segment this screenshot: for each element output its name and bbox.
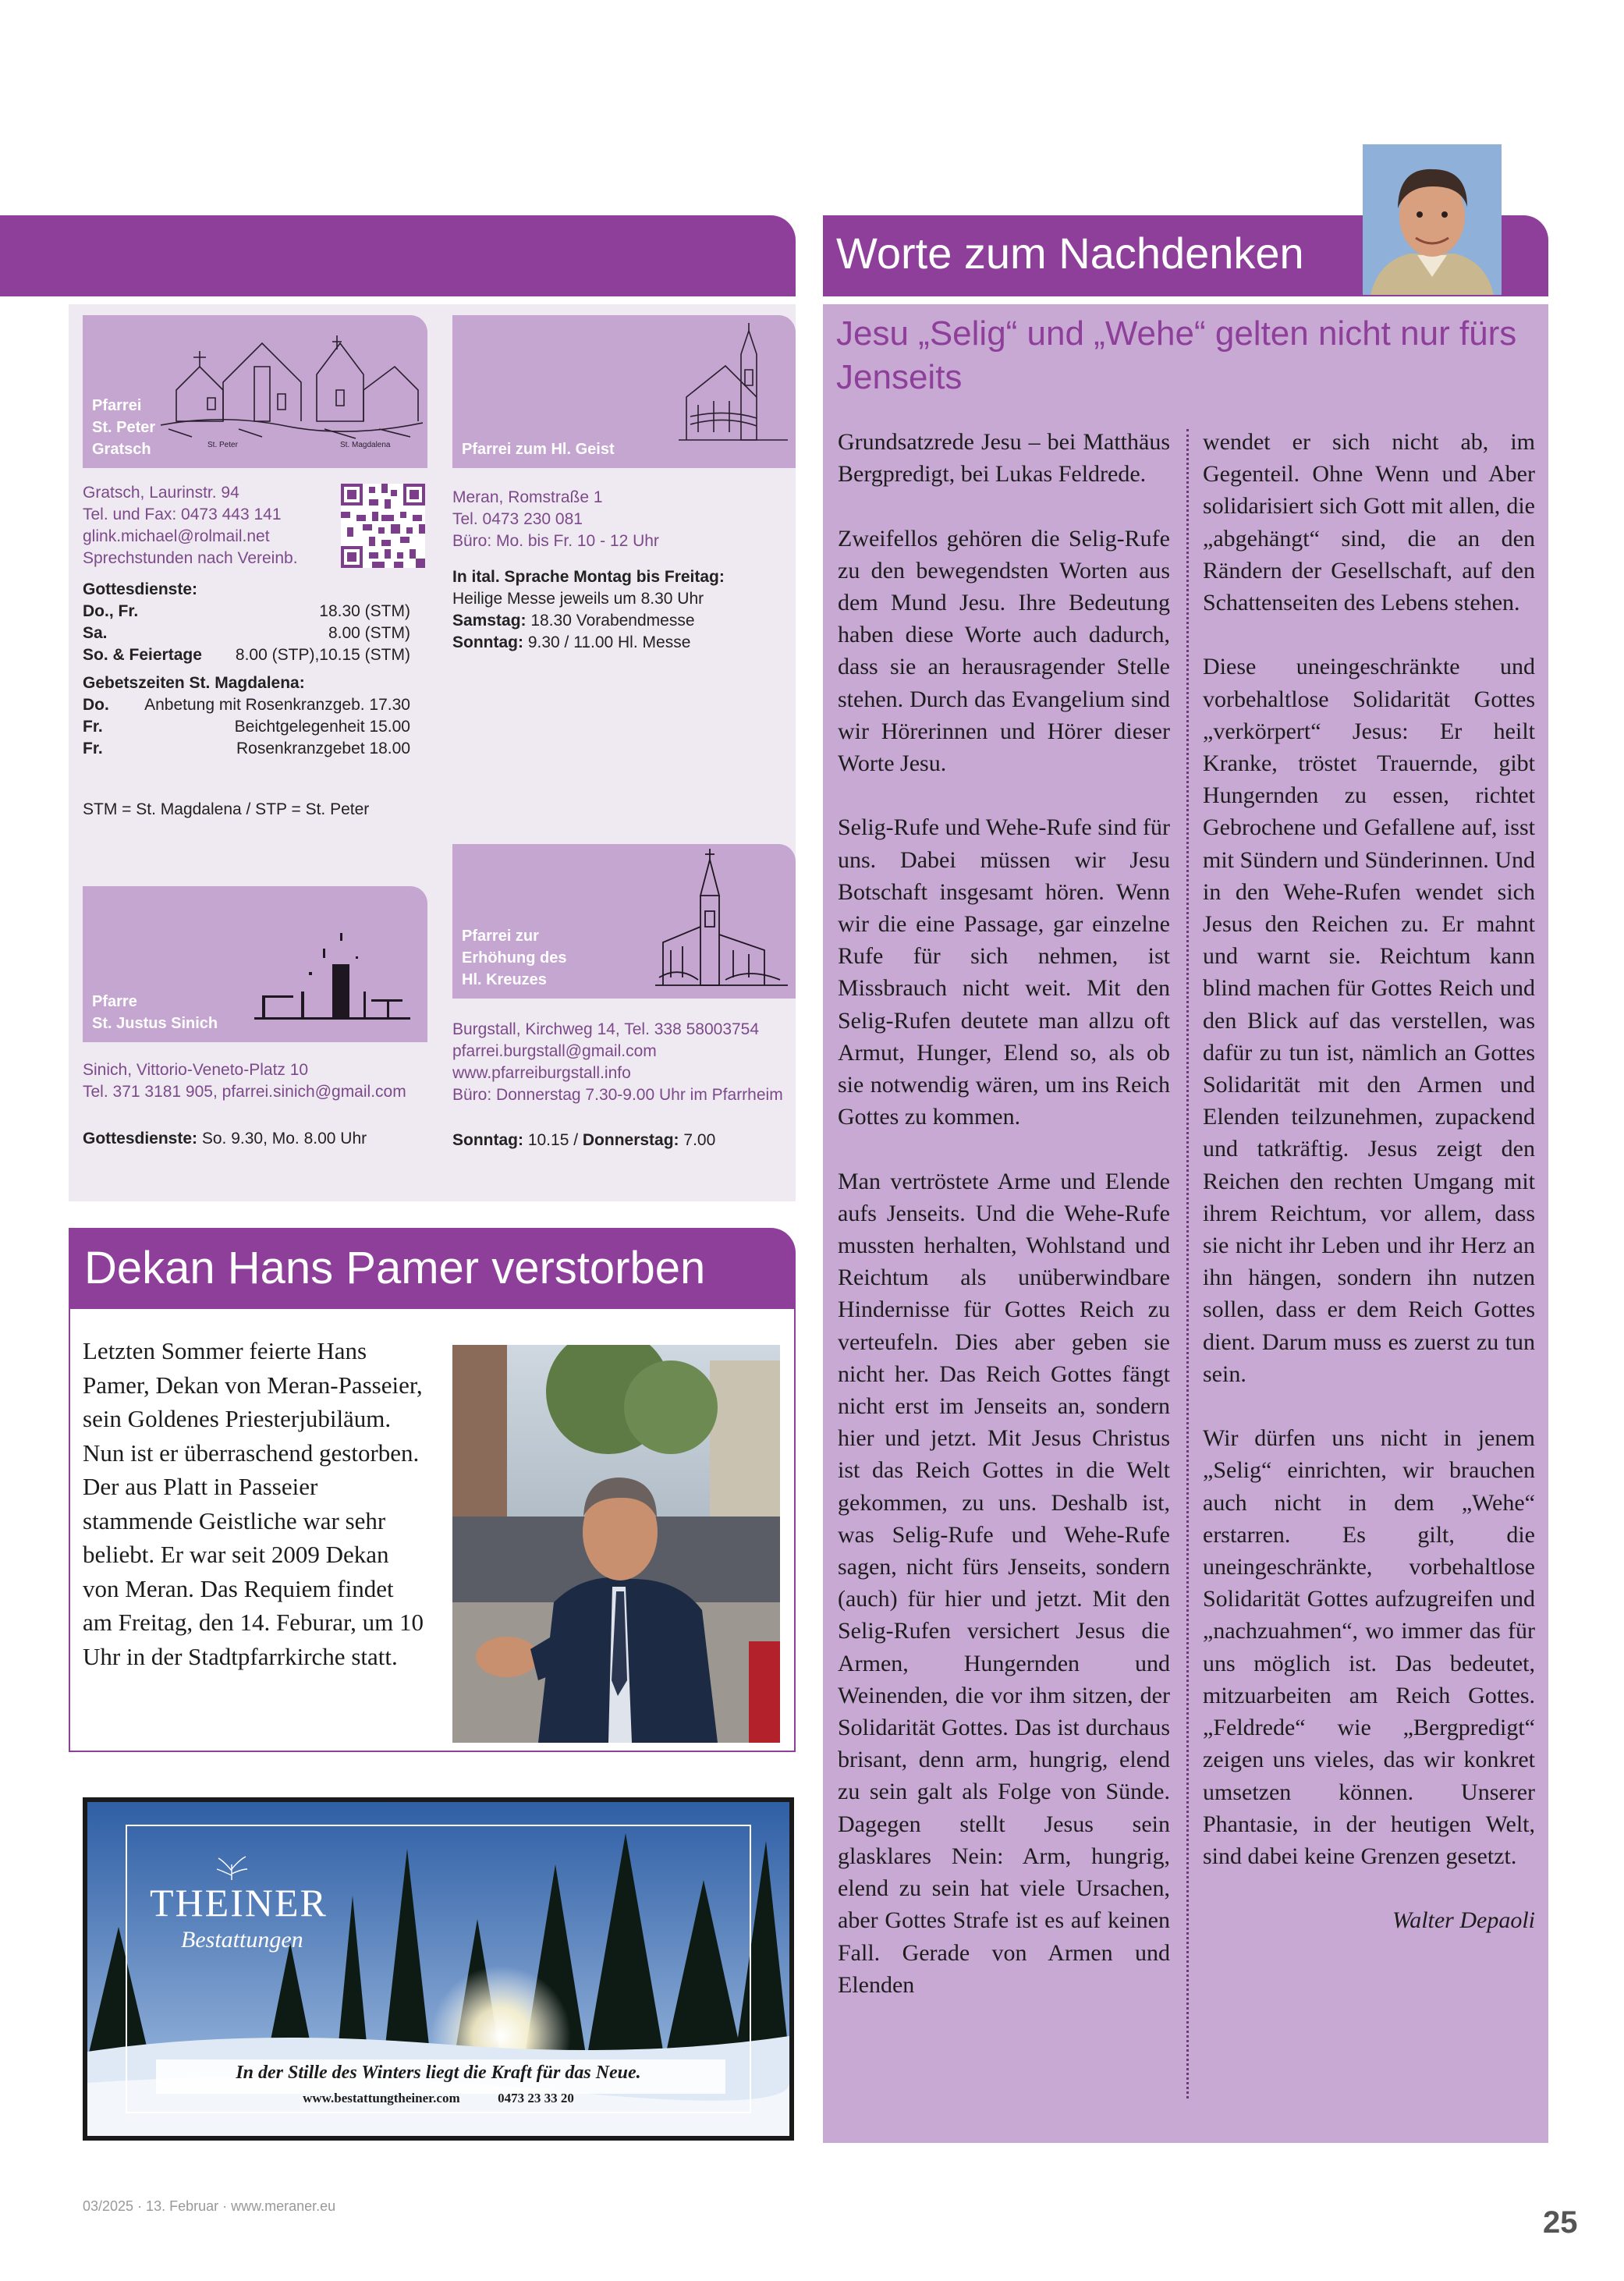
parish-address: Sinich, Vittorio-Veneto-Platz 10 Tel. 371 3181 905, pfarrei.sinich@gmail.com bbox=[83, 1061, 406, 1101]
paragraph: Diese uneingeschränkte und vorbehaltlose Solidarität Gottes „verkörpert“ Jesus: Er heilt Kranke, tröstet Trauernde, gibt Hungernden zu essen, richtet Gebrochene und Gefallene auf, isst mit Sündern und Sünderinnen. Und in den Wehe-Rufen wendet sich Jesus den Reichen zu. Er mahnt und warnt sie. Reichtum kann blind machen für Gottes Reich und den Blick auf das verstellen, was dafür zu tun ist, nämlich an Gottes Solidarität mit den Armen und Elenden teilzunehmen, zupackend und tatkräftig. Jesus zeigt den Reichen den rechten Umgang mit ihrem Reichtum, vor allem, dass sie nicht ihr Leben und ihr Herz an ihn hängen, sondern ihn nutzen sollen, dass er dem Reich Gottes dient. Darum muss es zuerst zu tun sein. bbox=[1203, 654, 1535, 1387]
parish-header-burgstall bbox=[452, 844, 796, 999]
church-sketch-icon bbox=[679, 323, 788, 456]
column-divider bbox=[1186, 429, 1189, 2098]
article-subtitle: Jesu „Selig“ und „Wehe“ gelten nicht nur fürs Jenseits bbox=[836, 314, 1517, 396]
svg-text:St. Magdalena: St. Magdalena bbox=[340, 441, 391, 449]
paragraph: Selig-Rufe und Wehe-Rufe sind für uns. Dabei müssen wir Jesu Botschaft insgesamt hören. Wenn wir die eine Passage, gar einzelne Rufe für sich nehmen, ist Missbrauch nicht weit. Mit den Selig-Rufen deutete man allzu oft Armut, Hunger, Elend so, als ob sie notwendig wären, um ins Reich Gottes zu kommen. bbox=[838, 814, 1170, 1130]
page-number: 25 bbox=[1543, 2205, 1578, 2240]
church-sketch-icon bbox=[161, 320, 423, 451]
parish-name: Pfarrei St. Peter Gratsch bbox=[92, 397, 156, 458]
footer-issue: 03/2025 · 13. Februar · www.meraner.eu bbox=[83, 2198, 336, 2214]
article-column-1 bbox=[838, 426, 1170, 2033]
parish-legend: STM = St. Magdalena / STP = St. Peter bbox=[83, 800, 370, 818]
paragraph: Grundsatzrede Jesu – bei Matthäus Bergpredigt, bei Lukas Feldrede. bbox=[838, 429, 1170, 488]
church-sketch-icon bbox=[655, 849, 788, 997]
paragraph: wendet er sich nicht ab, im Gegenteil. Ohne Wenn und Aber solidarisiert sich Gott mit allen, die „abgehängt“ sind, die an den Rändern der Gesellschaft, auf den Schattenseiten des Lebens stehen. bbox=[1203, 429, 1535, 616]
ad-subtitle: Bestattungen bbox=[181, 1927, 303, 1953]
parish-name: Pfarre St. Justus Sinich bbox=[92, 993, 218, 1032]
article-title: Dekan Hans Pamer verstorben bbox=[84, 1243, 706, 1293]
ad-slogan: In der Stille des Winters liegt die Kraft für das Neue. bbox=[236, 2063, 641, 2083]
qr-code-icon[interactable] bbox=[341, 484, 425, 568]
parish-address: Meran, Romstraße 1 Tel. 0473 230 081 Büro: Mo. bis Fr. 10 - 12 Uhr bbox=[452, 488, 659, 550]
ad-phone: 0473 23 33 20 bbox=[498, 2091, 574, 2105]
left-header-band bbox=[0, 215, 796, 296]
parish-address: Gratsch, Laurinstr. 94 Tel. und Fax: 0473 443 141 glink.michael@rolmail.net Sprechstunden nach Vereinb. bbox=[83, 484, 298, 567]
article-column-2 bbox=[1203, 426, 1535, 1969]
parish-header-hl-geist bbox=[452, 315, 796, 468]
schedule-hl-geist: In ital. Sprache Montag bis Freitag: Heilige Messe jeweils um 8.30 Uhr Samstag: 18.30 Vorabendmesse Sonntag: 9.30 / 11.00 Hl. Messe bbox=[452, 568, 725, 651]
church-sketch-icon bbox=[254, 917, 410, 1034]
section-title: Worte zum Nachdenken bbox=[836, 229, 1304, 278]
parish-name: Pfarrei zur Erhöhung des Hl. Kreuzes bbox=[462, 928, 567, 988]
ad-contact bbox=[87, 2091, 789, 2106]
theiner-advertisement[interactable] bbox=[83, 1797, 794, 2141]
parish-header-st-peter bbox=[83, 315, 427, 468]
author-portrait bbox=[1363, 144, 1502, 295]
schedule-sinich: Gottesdienste: So. 9.30, Mo. 8.00 Uhr bbox=[83, 1130, 367, 1148]
ad-brand: THEINER bbox=[150, 1881, 328, 1924]
schedule-st-peter: Gottesdienste: Do., Fr. 18.30 (STM) Sa. 8.00 (STM) So. & Feiertage 8.00 (STP),10.15 (STM) Gebetszeiten St. Magdalena: Do. Anbetung mit Rosenkranzgeb. 17.30 Fr. Beichtgelegenheit 15.00 Fr. Rosenkranzgebet 18.00 bbox=[83, 580, 410, 757]
parish-name: Pfarrei zum Hl. Geist bbox=[462, 441, 615, 458]
svg-text:St. Peter: St. Peter bbox=[207, 441, 238, 449]
article-body: Letzten Sommer feierte Hans Pamer, Dekan von Meran-Passeier, sein Goldenes Priesterjubiläum. Nun ist er überraschend gestorben. Der aus Platt in Passeier stammende Geistliche war sehr beliebt. Er war seit 2009 Dekan von Meran. Das Requiem findet am Freitag, den 14. Feburar, um 10 Uhr in der Stadtpfarrkirche statt. bbox=[83, 1337, 424, 1670]
ad-website[interactable]: www.bestattungtheiner.com bbox=[303, 2091, 460, 2105]
paragraph: Zweifellos gehören die Selig-Rufe zu den bewegendsten Worten aus dem Mund Jesu. Ihre Bedeutung haben diese Worte auch dadurch, dass sie an herausragender Stelle stehen. Durch das Evangelium sind wir Hörerinnen und Hörer dieser Worte Jesu. bbox=[838, 525, 1170, 777]
article-author: Walter Depaoli bbox=[1392, 1907, 1535, 1934]
dekan-photo bbox=[452, 1345, 780, 1743]
paragraph: Wir dürfen uns nicht in jenem „Selig“ einrichten, wir brauchen auch nicht in dem „Wehe“ erstarren. Es gilt, die uneingeschränkte, vorbehaltlose Solidarität Gottes aufzugreifen und „nachzuahmen“, wo immer das für uns möglich ist. Das bedeutet, mitzuarbeiten am Reich Gottes. „Feldrede“ wie „Bergpredigt“ zeigen uns vieles, das wir konkret umsetzen können. Unserer Phantasie, in der heutigen Welt, sind dabei keine Grenzen gesetzt. bbox=[1203, 1425, 1535, 1869]
paragraph: Man vertröstete Arme und Elende aufs Jenseits. Und die Wehe-Rufe mussten herhalten, Wohlstand und Reichtum als unüberwindbare Hindernisse für Gottes Reich zu verteufeln. Dies aber geben sie nicht her. Das Reich Gottes fängt nicht erst im Jenseits an, sondern hier und jetzt. Mit Jesus Christus ist das Reich Gottes in die Welt gekommen, zu uns. Deshalb ist, was Selig-Rufe und Wehe-Rufe sagen, nicht fürs Jenseits, sondern (auch) für hier und jetzt. Mit den Selig-Rufen versichert Jesus die Armen, Hungernden und Weinenden, die vor ihm sitzen, der Solidarität Gottes. Das ist durchaus brisant, denn arm, hungrig, elend zu sein galt als Folge von Sünde. Dagegen stellt Jesus sein glasklares Nein: Arm, hungrig, elend zu sein hat viele Ursachen, aber Gottes Strafe ist es auf keinen Fall. Gerade von Armen und Elenden bbox=[838, 1168, 1170, 1998]
parish-header-sinich bbox=[83, 886, 427, 1042]
parish-address: Burgstall, Kirchweg 14, Tel. 338 58003754 pfarrei.burgstall@gmail.com www.pfarreiburgstall.info Büro: Donnerstag 7.30-9.00 Uhr im Pfarrheim bbox=[452, 1020, 783, 1104]
schedule-burgstall: Sonntag: 10.15 / Donnerstag: 7.00 bbox=[452, 1131, 716, 1149]
